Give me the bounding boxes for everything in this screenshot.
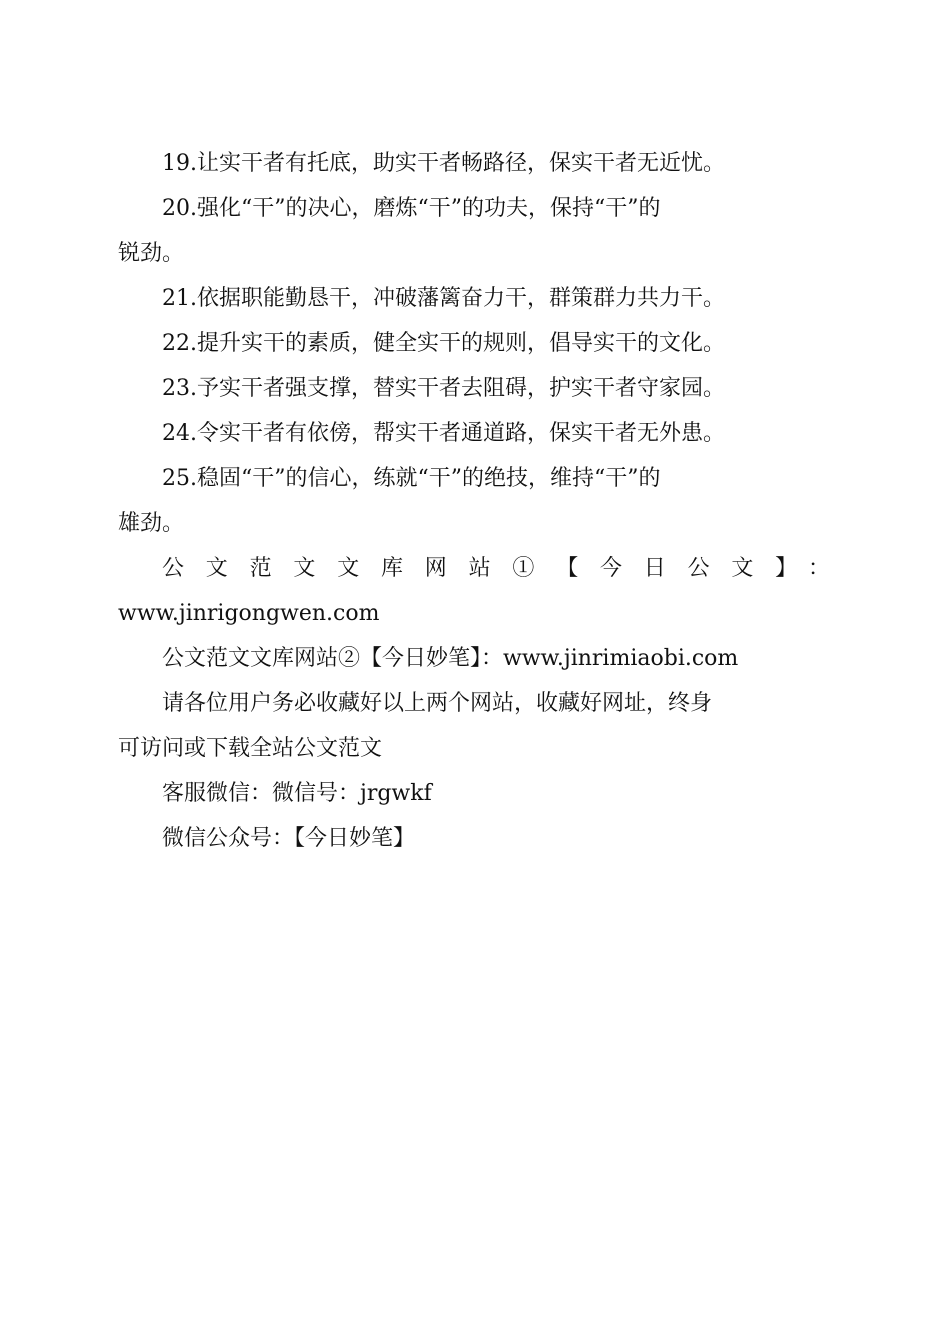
site2-label: 公文范文文库网站②【今日妙笔】： xyxy=(162,646,504,671)
notice-paragraph xyxy=(118,681,830,771)
site2-url-link[interactable]: www.jinrimiaobi.com xyxy=(503,646,739,671)
item-number: 22. xyxy=(162,331,197,356)
site1-label: 公文范文文库网站①【今日公文】： xyxy=(162,556,830,581)
customer-service-line xyxy=(118,771,830,816)
item-text: 让实干者有托底，助实干者畅路径，保实干者无近忧。 xyxy=(197,151,726,176)
item-text: 予实干者强支撑，替实干者去阻碍，护实干者守家园。 xyxy=(197,376,726,401)
wechat-account-line xyxy=(118,816,830,861)
wechat-label: 微信公众号： xyxy=(162,826,295,851)
site1-paragraph xyxy=(118,546,830,636)
item-number: 25. xyxy=(162,466,197,491)
wechat-account-name: 【今日妙笔】 xyxy=(294,826,416,851)
list-item-21 xyxy=(118,276,830,321)
notice-text-continuation: 可访问或下载全站公文范文 xyxy=(118,736,383,761)
list-item-23 xyxy=(118,366,830,411)
notice-text: 请各位用户务必收藏好以上两个网站，收藏好网址，终身 xyxy=(162,691,713,716)
item-text: 提升实干的素质，健全实干的规则，倡导实干的文化。 xyxy=(197,331,726,356)
item-text-continuation: 雄劲。 xyxy=(118,511,185,536)
item-number: 23. xyxy=(162,376,197,401)
item-text: 依据职能勤恳干，冲破藩篱奋力干，群策群力共力干。 xyxy=(197,286,726,311)
service-wechat-id: jrgwkf xyxy=(360,781,432,806)
site2-paragraph xyxy=(118,636,830,681)
item-number: 20. xyxy=(162,196,197,221)
list-item-25 xyxy=(118,456,830,546)
list-item-22 xyxy=(118,321,830,366)
list-item-24 xyxy=(118,411,830,456)
service-label: 客服微信：微信号： xyxy=(162,781,361,806)
item-number: 19. xyxy=(162,151,197,176)
document-page xyxy=(118,141,830,861)
site1-url-link[interactable]: www.jinrigongwen.com xyxy=(118,601,380,626)
item-text: 令实干者有依傍，帮实干者通道路，保实干者无外患。 xyxy=(197,421,726,446)
item-text: 强化“干”的决心，磨炼“干”的功夫，保持“干”的 xyxy=(197,196,661,221)
item-number: 24. xyxy=(162,421,197,446)
list-item-19 xyxy=(118,141,830,186)
list-item-20 xyxy=(118,186,830,276)
item-text: 稳固“干”的信心，练就“干”的绝技，维持“干”的 xyxy=(197,466,661,491)
item-text-continuation: 锐劲。 xyxy=(118,241,185,266)
item-number: 21. xyxy=(162,286,197,311)
